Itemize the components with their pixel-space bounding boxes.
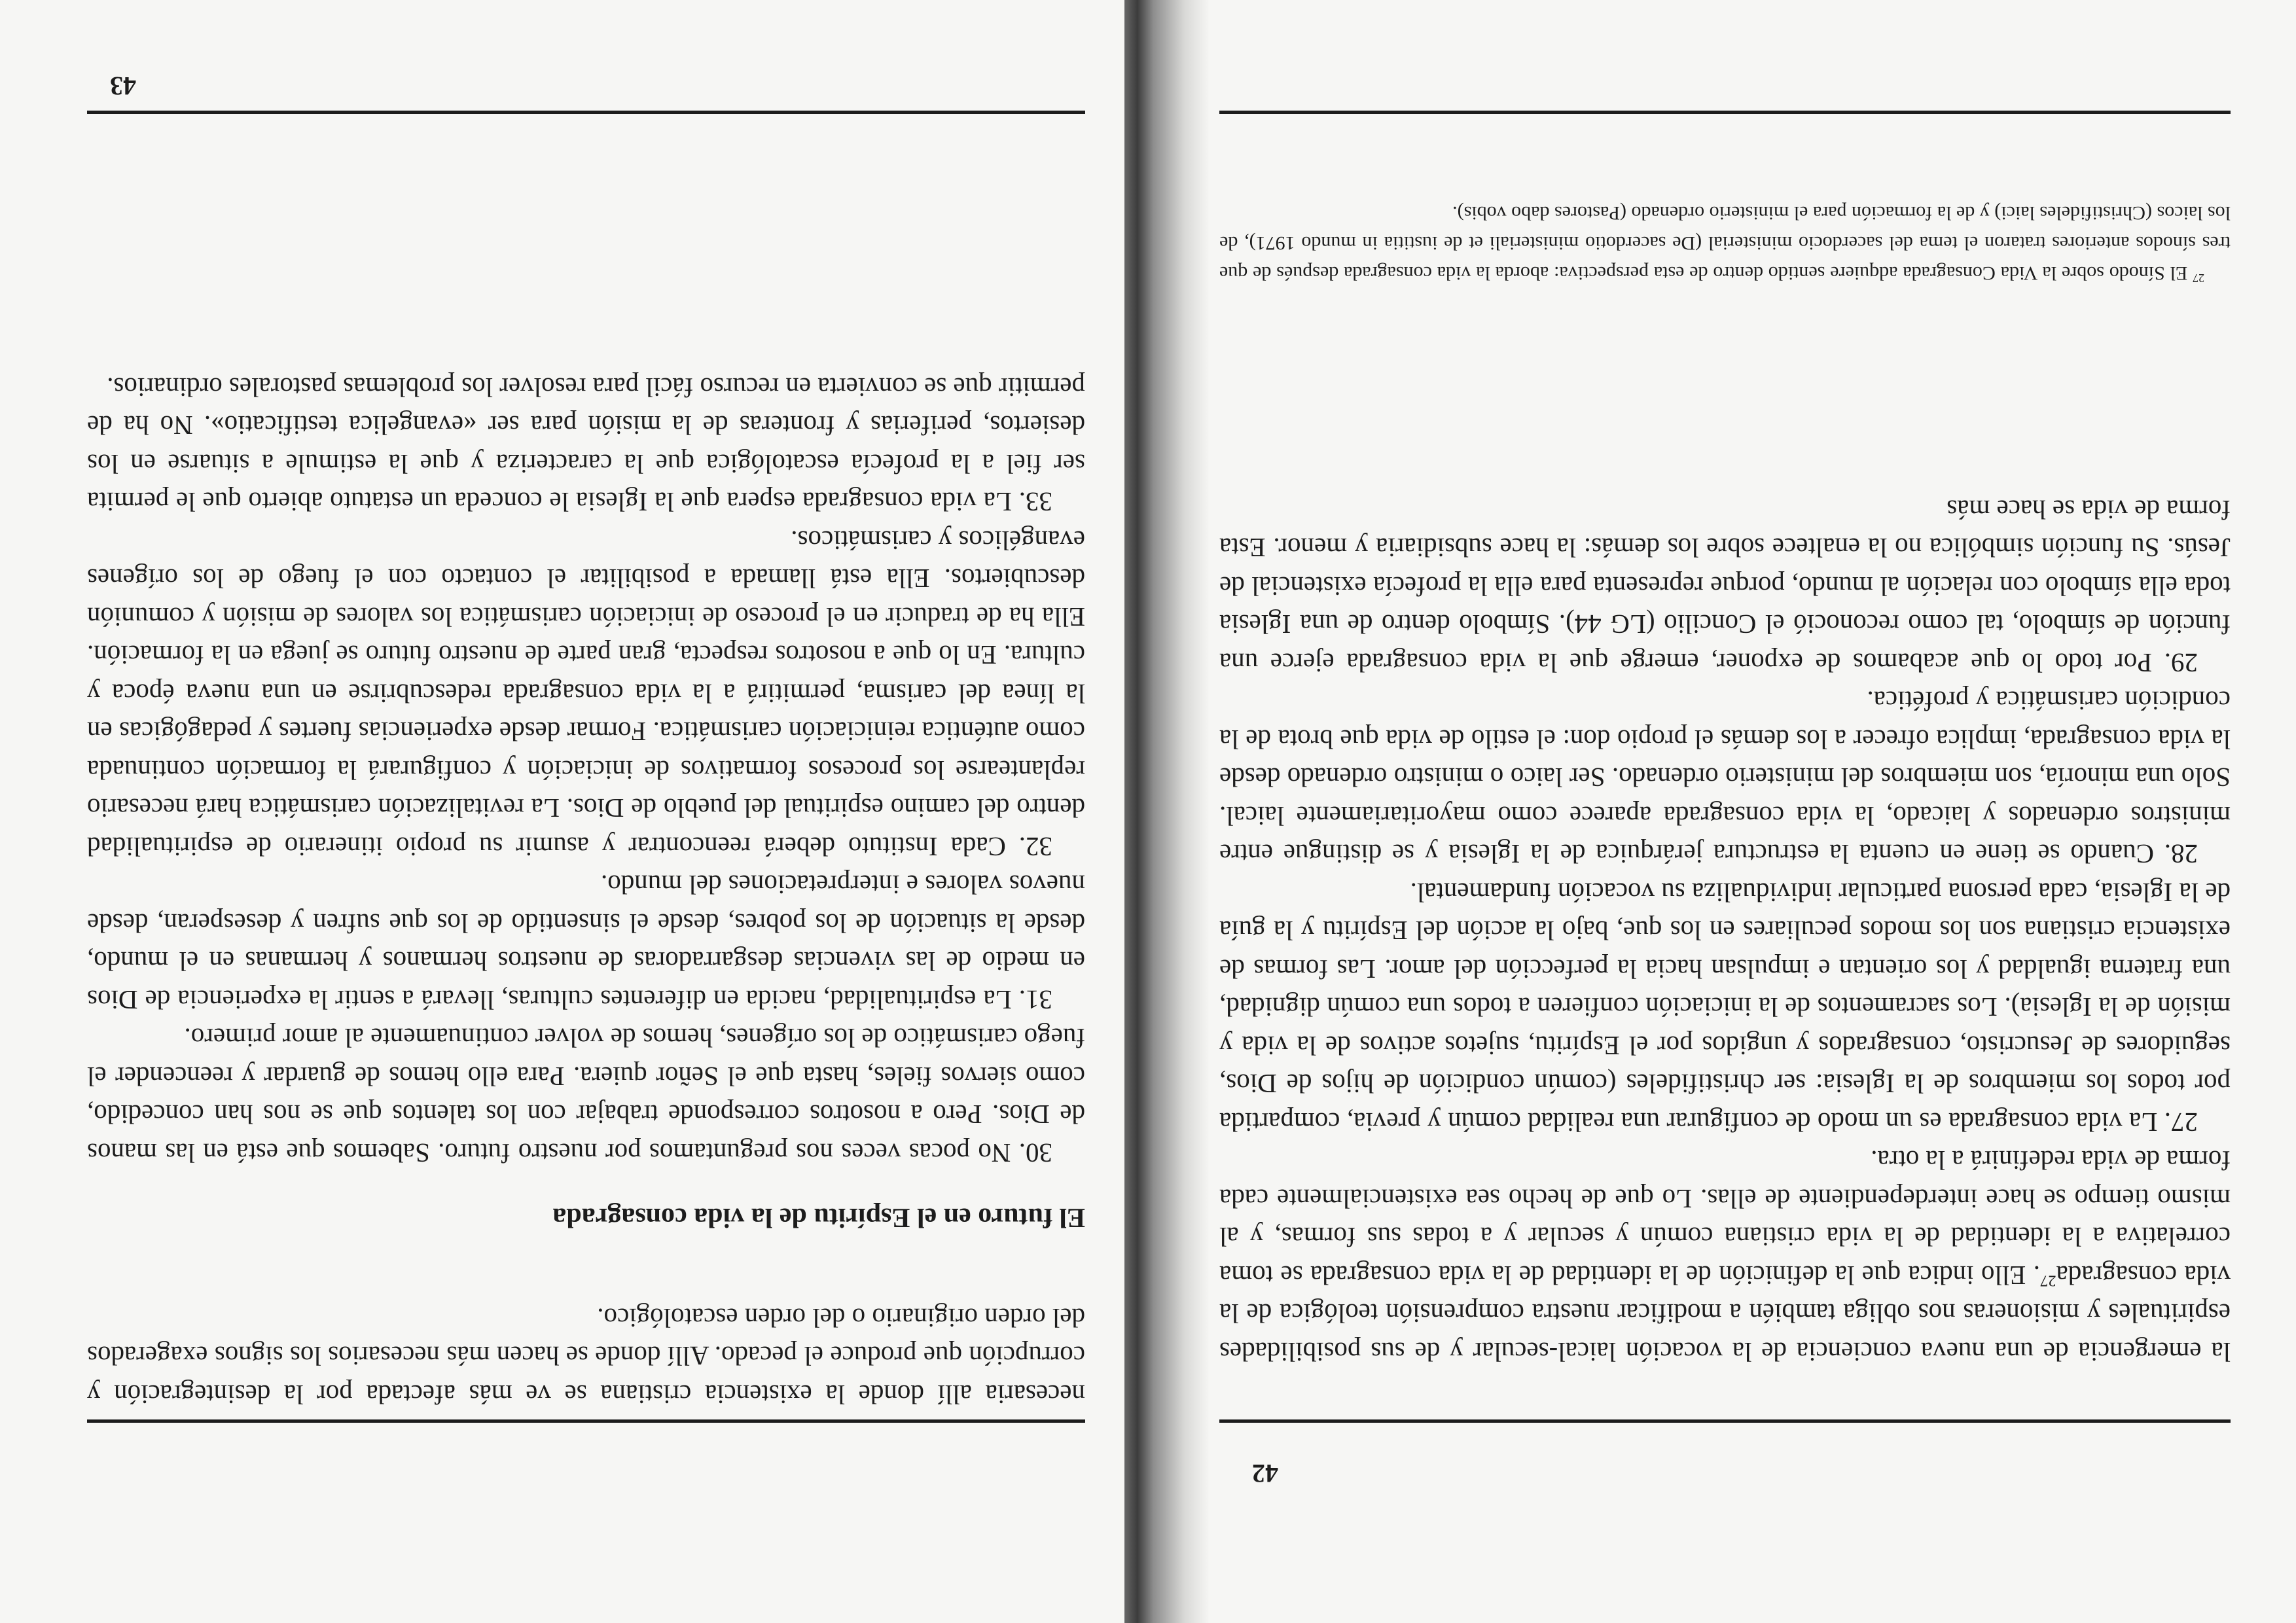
paragraph-continuation: la emergencia de una nueva conciencia de la vocación laical-secular y de sus posibilidades espirituales y misioneras nos obliga también a modificar nuestra comprensión teológica de la vida consagrada$^{27}$. Ello indica que la definición de la identidad de la vida consagrada se toma correlativa a la identidad de la vida cristiana común y secular y a todas sus formas, y al mismo tiempo se hace interdependiente de ellas. Lo que de hecho sea existencialmente cada forma de vida redefinirá a la otra. (1219, 1145, 2231, 1367)
body-text (1219, 491, 2231, 1372)
header-rule (87, 1419, 1085, 1423)
body-text (87, 368, 1085, 1414)
page-43 (0, 0, 1124, 1623)
page-42 (1177, 0, 2296, 1623)
page-number: 42 (1252, 1459, 1278, 1488)
footnote-reference: 27 (2039, 1272, 2056, 1290)
paragraph-27: 27. La vida consagrada es un modo de configurar una realidad común y previa, compartida por todos los miembros de la Iglesia: ser christifideles (común condición de hijos de Dios, seguidores de Jesucristo, consagrados y ungidos por el Espíritu, sujetos activos de la vida y misión de la Iglesia). Los sacramentos de la iniciación confieren a todos una común dignidad, una fraterna igualdad y los orientan e impulsan hacia la perfección del amor. Las formas de existencia cristiana son los modos peculiares en los que, bajo la acción del Espíritu y la guía de la Iglesia, cada persona particular individualiza su vocación fundamental. (1219, 878, 2231, 1137)
header-rule (1219, 1419, 2231, 1423)
paragraph-31: 31. La espiritualidad, nacida en diferentes culturas, llevará a sentir la experiencia de Dios en medio de las vivencias desgarradoras de nuestros hermanos y hermanas en el mundo, desde la situación de los pobres, desde el sinsentido de los que sufren y desesperan, desde nuevos valores e interpretaciones del mundo. (86, 870, 1085, 1015)
section-heading: El futuro en el Espíritu de la vida consagrada (552, 1202, 1085, 1233)
paragraph-continuation: necesaria allí donde la existencia cristiana se ve más afectada por la desintegración y corrupción que produce el pecado. Allí donde se hacen más necesarios los signos exagerados del orden originario o del orden escatológico. (87, 1303, 1085, 1410)
page-number: 43 (110, 71, 136, 101)
footnote (1219, 198, 2231, 288)
paragraph-32: 32. Cada Instituto deberá reencontrar y asumir su propio itinerario de espiritualidad dentro del camino espiritual del pueblo de Dios. La revitalización carismática hará necesario replantearse los procesos formativos de iniciación y configurará la formación continuada como auténtica reiniciación carismática. Formar desde experiencias fuertes y pedagógicas en la línea del carisma, permitirá a la vida consagrada redescubrirse en una nueva época y cultura. En lo que a nosotros respecta, gran parte de nuestro futuro se juega en la formación. Ella ha de traducir en el proceso de iniciación carismática los valores de misión y comunión descubiertos. Ella está llamada a posibilitar el contacto con el fuego de los orígenes evangélicos y carismáticos. (86, 526, 1085, 862)
footer-rule (1219, 111, 2231, 114)
footnote-27: $^{27}$ El Sínodo sobre la Vida Consagrada adquiere sentido dentro de esta perspectiva: aborda la vida consagrada después de que tres sínodos anteriores trataron el tema del sacerdocio ministerial (De sacerdotio ministeriali et de iustitia in mundo 1971), de los laicos (Christifideles laici) y de la formación para el ministerio ordenado (Pastores dabo vobis). (1219, 202, 2231, 285)
paragraph-30: 30. No pocas veces nos preguntamos por nuestro futuro. Sabemos que está en las manos de Dios. Pero a nosotros corresponde trabajar con los talentos que se nos han concedido, como siervos fieles, hasta que el Señor quiera. Para ello hemos de guardar y reencender el fuego carismático de los orígenes, hemos de volver continuamente al amor primero. (86, 1023, 1085, 1168)
paragraph-33: 33. La vida consagrada espera que la Iglesia le conceda un estatuto abierto que le permita ser fiel a la profecía escatológica que la caracteriza y que la estimule a situarse en los desiertos, periferias y fronteras de la misión para ser «evangelica testificatio». No ha de permitir que se convierta en recurso fácil para resolver los problemas pastorales ordinarios. (87, 372, 1085, 518)
paragraph-28: 28. Cuando se tiene en cuenta la estructura jerárquica de la Iglesia y se distingue entre ministros ordenados y laicado, la vida consagrada aparece como mayoritariamente laical. Solo una minoría, son miembros del ministerio ordenado. Ser laico o ministro ordenado desde la vida consagrada, implica ofrecer a los demás el propio don: el estilo de vida que brota de la condición carismática y profética. (1219, 686, 2231, 870)
paragraph-29: 29. Por todo lo que acabamos de exponer, emerge que la vida consagrada ejerce una función de símbolo, tal como reconoció el Concilio (LG 44). Símbolo dentro de una Iglesia toda ella símbolo con relación al mundo, porque representa para ella la profecía existencial de Jesús. Su función simbólica no la enaltece sobre los demás: la hace subsidiaria y menor. Esta forma de vida se hace más (1219, 495, 2231, 678)
footer-rule (87, 111, 1085, 114)
